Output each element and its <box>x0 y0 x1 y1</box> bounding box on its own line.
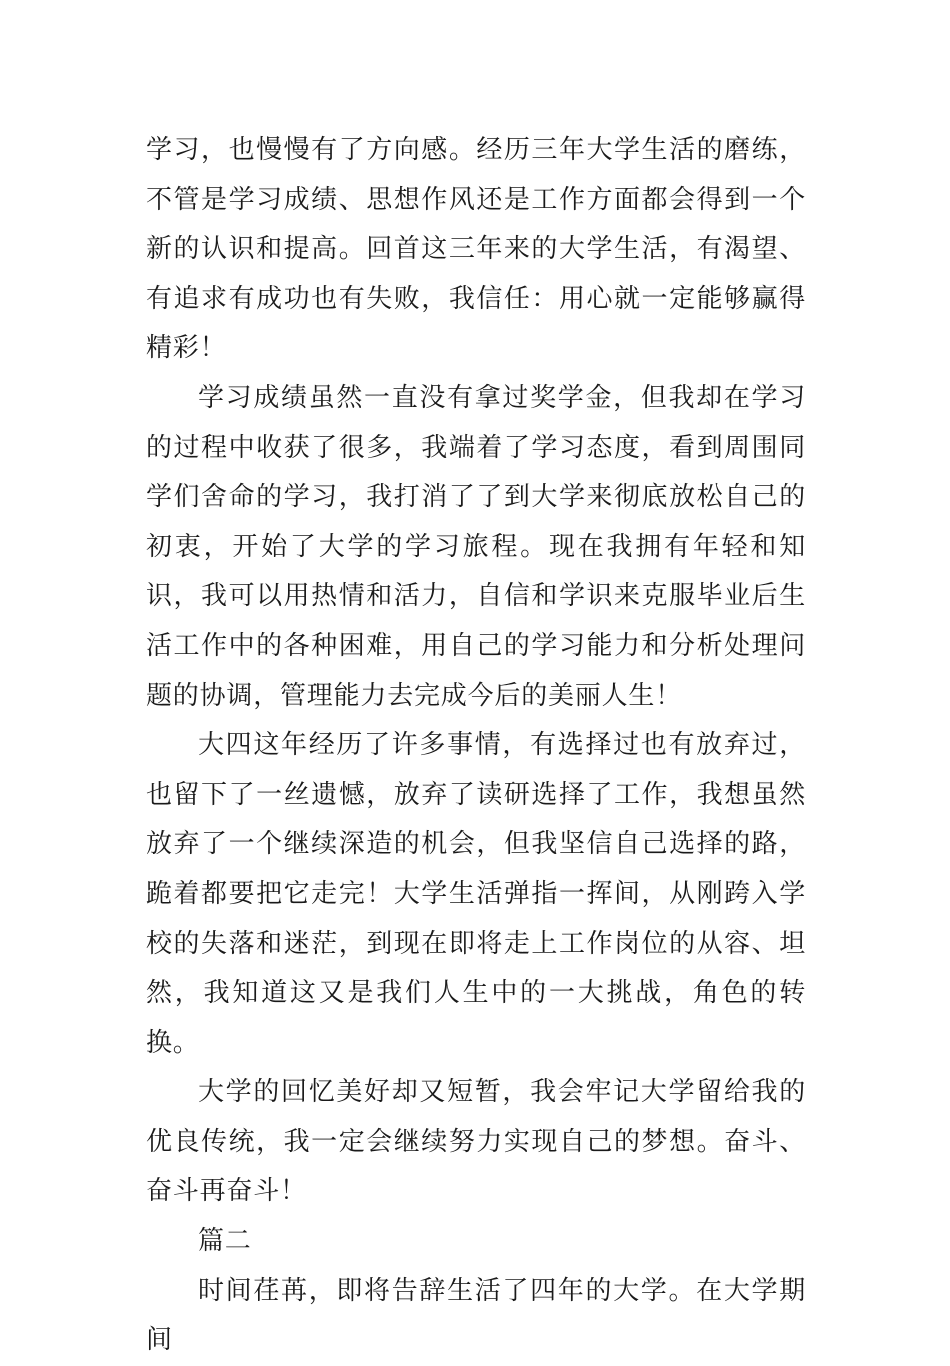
paragraph-memories: 大学的回忆美好却又短暂，我会牢记大学留给我的优良传统，我一定会继续努力实现自己的梦想。奋斗、奋斗再奋斗！ <box>146 1077 806 1207</box>
paragraph-continuation: 学习，也慢慢有了方向感。经历三年大学生活的磨练，不管是学习成绩、思想作风还是工作方面都会得到一个新的认识和提高。回首这三年来的大学生活，有渴望、有追求有成功也有失败，我信任：用心就一定能够赢得精彩！ <box>146 135 806 364</box>
section-heading: 篇二 <box>198 1226 252 1257</box>
paragraph-senior-year: 大四这年经历了许多事情，有选择过也有放弃过，也留下了一丝遗憾，放弃了读研选择了工作，我想虽然放弃了一个继续深造的机会，但我坚信自己选择的路，跪着都要把它走完！大学生活弹指一挥间，从刚跨入学校的失落和迷茫，到现在即将走上工作岗位的从容、坦然，我知道这又是我们人生中的一大挑战，角色的转换。 <box>146 730 806 1058</box>
paragraph-study: 学习成绩虽然一直没有拿过奖学金，但我却在学习的过程中收获了很多，我端着了学习态度，看到周围同学们舍命的学习，我打消了了到大学来彻底放松自己的初衷，开始了大学的学习旅程。现在我拥有年轻和知识，我可以用热情和活力，自信和学识来克服毕业后生活工作中的各种困难，用自己的学习能力和分析处理问题的协调，管理能力去完成今后的美丽人生！ <box>146 382 806 711</box>
document-body <box>146 126 806 1366</box>
paragraph-time: 时间荏苒，即将告辞生活了四年的大学。在大学期间 <box>146 1275 806 1356</box>
